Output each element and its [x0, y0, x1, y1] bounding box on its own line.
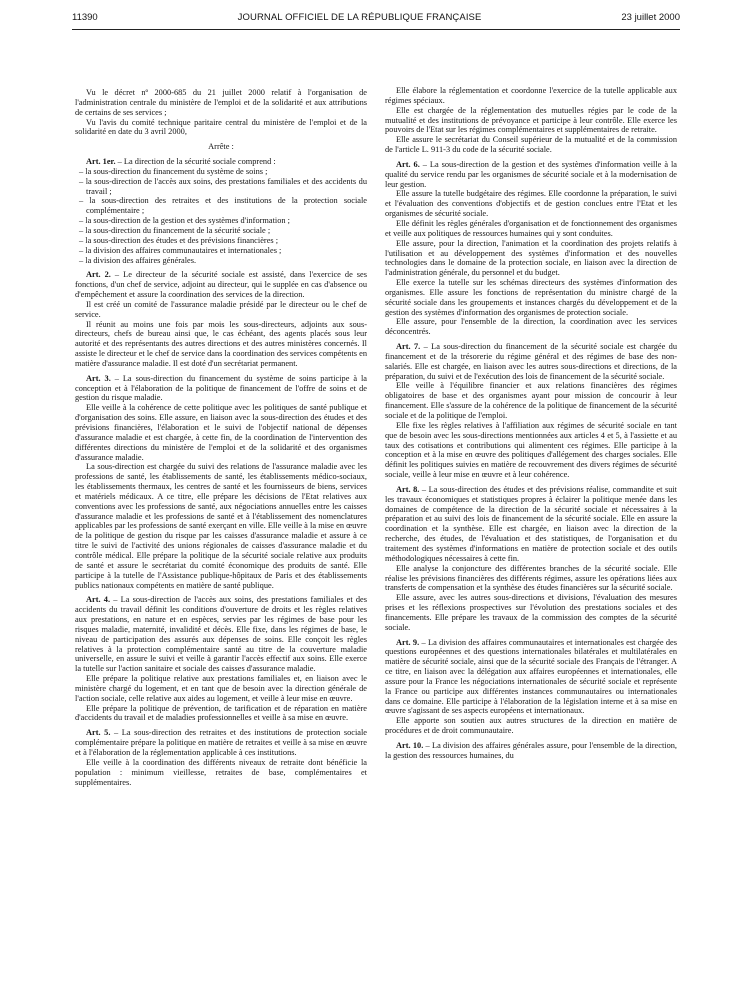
article-text: – La sous-direction des retraites et des institutions de protection sociale complémentaire prépare la politique en matière de retraites et veille à sa mise en œuvre et à l'élaboration de la réglementation applicable à ces institutions.	[75, 728, 367, 757]
paragraph: Il est créé un comité de l'assurance maladie présidé par le directeur ou le chef de service.	[75, 299, 367, 319]
article-5	[75, 728, 367, 758]
article-3	[75, 374, 367, 404]
article-number: Art. 5.	[86, 728, 111, 738]
paragraph: Elle définit les règles générales d'organisation et de fonctionnement des organismes et veille aux politiques de ressources humaines qui y sont conduites.	[385, 218, 677, 238]
article-1-list	[75, 167, 367, 265]
paragraph: Elle assure, avec les autres sous-directions et divisions, l'évaluation des mesures prises et les réflexions prospectives sur l'évolution des prestations sociales et des financements. Elle prépare les travaux de la commission des comptes de la sécurité sociale.	[385, 593, 677, 632]
article-1	[75, 157, 367, 167]
paragraph: Elle exerce la tutelle sur les schémas directeurs des systèmes d'information des organismes. Elle assure les fonctions de représentation du ministre chargé de la sécurité sociale dans les groupements et instances chargés du développement et de la gestion des systèmes d'information des organismes de protection sociale.	[385, 278, 677, 317]
paragraph: Elle prépare la politique relative aux prestations familiales et, en liaison avec le ministère chargé du logement, et en tant que de besoin avec la direction générale de l'action sociale, celle relative aux aides au logement, et veille à leur mise en œuvre.	[75, 674, 367, 703]
paragraph: Vu l'avis du comité technique paritaire central du ministère de l'emploi et de la solidarité en date du 3 avril 2000,	[75, 117, 367, 137]
article-number: Art. 2.	[86, 270, 111, 280]
left-column	[75, 88, 367, 787]
article-number: Art. 4.	[86, 595, 111, 605]
arrete-heading: Arrête :	[208, 142, 234, 152]
article-7	[385, 342, 677, 381]
list-item: – la sous-direction de l'accès aux soins, des prestations familiales et des accidents du travail ;	[75, 177, 367, 197]
paragraph: Elle apporte son soutien aux autres structures de la direction en matière de procédures et de droit communautaire.	[385, 716, 677, 736]
article-number: Art. 6.	[396, 159, 420, 169]
header-rule	[72, 29, 680, 30]
list-item: – la division des affaires générales.	[75, 256, 367, 266]
article-text: – La sous-direction du financement de la sécurité sociale est chargée du financement et de la trésorerie du régime général et des régimes de base des non-salariés. Elle est chargée, en liaison avec les autres sous-directions et directions, de la préparation, du suivi et de l'exécution des lois de financement de la sécurité sociale.	[385, 342, 677, 381]
article-number: Art. 1er.	[86, 157, 116, 167]
page-number: 11390	[72, 12, 98, 23]
article-4	[75, 595, 367, 674]
article-text: – La sous-direction du financement du système de soins participe à la conception et à l'élaboration de la politique de financement de l'offre de soins et de gestion du risque maladie.	[75, 373, 367, 403]
article-text: – La direction de la sécurité sociale comprend :	[115, 157, 276, 167]
article-6	[385, 160, 677, 190]
article-9	[385, 638, 677, 717]
article-8	[385, 485, 677, 564]
paragraph: Vu le décret nº 2000-685 du 21 juillet 2000 relatif à l'organisation de l'administration centrale du ministère de l'emploi et de la solidarité et aux attributions de certains de ses services ;	[75, 88, 367, 117]
paragraph: Elle assure le secrétariat du Conseil supérieur de la mutualité et de la commission de l'article L. 911-3 du code de la sécurité sociale.	[385, 135, 677, 155]
article-number: Art. 8.	[396, 484, 420, 494]
list-item: – la sous-direction du financement de la sécurité sociale ;	[75, 226, 367, 236]
page-header	[72, 12, 680, 26]
article-number: Art. 9.	[396, 637, 420, 647]
list-item: – la sous-direction des retraites et des institutions de la protection sociale complémentaire ;	[75, 196, 367, 216]
article-text: – Le directeur de la sécurité sociale est assisté, dans l'exercice de ses fonctions, d'un chef de service, adjoint au directeur, qui le supplée en cas d'absence ou d'empêchement et assure la coordination des services de la direction.	[75, 270, 368, 300]
article-number: Art. 7.	[396, 342, 421, 352]
list-item: – la division des affaires communautaires et internationales ;	[75, 246, 367, 256]
list-item: – la sous-direction de la gestion et des systèmes d'information ;	[75, 216, 367, 226]
list-item: – la sous-direction du financement du système de soins ;	[75, 167, 367, 177]
paragraph: Elle veille à l'équilibre financier et aux relations financières des régimes obligatoires de base et des organismes ayant pour mission de concourir à leur financement. Elle s'assure de la cohérence de la politique de financement de la sécurité sociale et de la politique de l'emploi.	[385, 381, 677, 420]
paragraph: Elle élabore la réglementation et coordonne l'exercice de la tutelle applicable aux régimes spéciaux.	[385, 86, 677, 105]
article-text: – La sous-direction des études et des prévisions réalise, commandite et suit les travaux économiques et statistiques propres à éclairer la politique menée dans les domaines de compétence de la direction de la sécurité sociale et nécessaires à la préparation et au suivi des lois de financement de la sécurité sociale. Elle en assure la coordination et la synthèse. Elle est chargée, en liaison avec la direction de la recherche, des études, de l'évaluation et des statistiques, de l'organisation et du traitement des systèmes d'informations en matière de protection sociale et des outils méthodologiques nécessaires à cette fin.	[385, 484, 678, 563]
paragraph: Elle fixe les règles relatives à l'affiliation aux régimes de sécurité sociale en tant que de besoin avec les sous-directions mentionnées aux articles 4 et 5, à l'assiette et au taux des cotisations et contributions qui alimentent ces régimes. Elle participe à la conception et à la mise en œuvre des politiques d'allégement des charges sociales. Elle définit les politiques suivies en matière de recouvrement des divers régimes de sécurité sociale, veille à leur mise en œuvre et à leur cohérence.	[385, 420, 677, 480]
article-10	[385, 741, 677, 761]
article-text: – La division des affaires communautaires et internationales est chargée des questions européennes et des questions internationales bilatérales et multilatérales en matière de sécurité sociale, ainsi que de la sécurité sociale des Français de l'étranger. A ce titre, en liaison avec la délégation aux affaires européennes et internationales, elle assure pour la France les négociations internationales de sécurité sociale et représente la France ou participe aux différentes instances communautaires ou internationales dans ce domaine. Elle participe à l'élaboration de la législation interne et à sa mise en œuvre s'agissant de ses aspects européens et internationaux.	[385, 637, 677, 716]
article-text: – La division des affaires générales assure, pour l'ensemble de la direction, la gestion des ressources humaines, du	[385, 741, 678, 760]
paragraph: Elle est chargée de la réglementation des mutuelles régies par le code de la mutualité et des institutions de prévoyance et participe à leur contrôle. Elle exerce les pouvoirs de l'Etat sur les régimes complémentaires et supplémentaires de retraite.	[385, 105, 677, 135]
paragraph: Elle assure, pour l'ensemble de la direction, la coordination avec les services déconcentrés.	[385, 317, 677, 337]
article-2	[75, 270, 367, 300]
paragraph: Elle analyse la conjoncture des différentes branches de la sécurité sociale. Elle réalise les prévisions financières des différents régimes, assure les opérations liées aux transferts de compensation et la synthèse des études financières sur la sécurité sociale.	[385, 563, 677, 593]
article-text: – La sous-direction de la gestion et des systèmes d'information veille à la qualité du service rendu par les organismes de sécurité sociale et à la modernisation de leur gestion.	[385, 159, 677, 189]
journal-title: JOURNAL OFFICIEL DE LA RÉPUBLIQUE FRANÇAISE	[237, 12, 482, 23]
paragraph: Elle veille à la coordination des différents niveaux de retraite dont bénéficie la population : minimum vieillesse, retraites de base, complémentaires et supplémentaires.	[75, 757, 367, 787]
right-column	[385, 86, 677, 761]
paragraph: Il réunit au moins une fois par mois les sous-directeurs, adjoints aux sous-directeurs, chefs de bureau ainsi que, le cas échéant, des agents placés sous leur autorité et des représentants des autres directions et des autres ministères concernés. Il assiste le directeur et le chef de service dans la coordination des services compétents en matière d'assurance maladie. Il est doté d'un secrétariat permanent.	[75, 319, 367, 368]
paragraph: Elle assure, pour la direction, l'animation et la coordination des projets relatifs à l'utilisation et au développement des systèmes d'information et des nouvelles technologies dans le domaine de la protection sociale, en liaison avec la direction de l'administration générale, du personnel et du budget.	[385, 238, 677, 278]
paragraph: Elle prépare la politique de prévention, de tarification et de réparation en matière d'accidents du travail et de maladies professionnelles et veille à sa mise en œuvre.	[75, 703, 367, 723]
article-number: Art. 10.	[396, 741, 424, 750]
paragraph: Elle veille à la cohérence de cette politique avec les politiques de santé publique et d'organisation des soins. Elle assure, en liaison avec la sous-direction des études et des prévisions financières, l'élaboration et le suivi de l'objectif national de dépenses d'assurance maladie et est chargée, à cette fin, de la coordination de l'intervention des différentes directions du ministère de l'emploi et de la solidarité et des organismes d'assurance maladie.	[75, 403, 367, 462]
paragraph: Elle assure la tutelle budgétaire des régimes. Elle coordonne la préparation, le suivi et l'évaluation des conventions d'objectifs et de gestion conclues entre l'Etat et les organismes de sécurité sociale.	[385, 189, 677, 219]
article-text: – La sous-direction de l'accès aux soins, des prestations familiales et des accidents du travail définit les conditions d'ouverture de droits et les règles relatives aux prestations, en nature et en espèces, servies par les régimes de base pour les risques maladie, maternité, invalidité et décès. Elle fixe, dans les régimes de base, le niveau de participation des assurés aux dépenses de soins. Elle conçoit les règles relatives à la protection complémentaire santé au titre de la couverture maladie universelle, en assure le suivi et veille à garantir l'accès effectif aux soins. Elle exerce la tutelle sur l'action sanitaire et sociale des caisses d'assurance maladie.	[75, 595, 367, 674]
publication-date: 23 juillet 2000	[621, 12, 680, 23]
article-number: Art. 3.	[86, 373, 111, 383]
list-item: – la sous-direction des études et des prévisions financières ;	[75, 236, 367, 246]
paragraph: La sous-direction est chargée du suivi des relations de l'assurance maladie avec les professions de santé, les établissements de santé, les établissements médico-sociaux, les établissements thermaux, les centres de santé et les fournisseurs de biens, services et matériels médicaux. A ce titre, elle prépare les décisions de l'Etat relatives aux conventions avec les professions de santé, aux négociations annuelles entre les caisses d'assurance maladie et les professions de santé et à l'établissement des nomenclatures applicables par les professions de santé exerçant en ville. Elle veille à la mise en œuvre de la politique de gestion du risque par les caisses d'assurance maladie et assure à ce titre le suivi de l'activité des unions régionales de caisses d'assurance maladie et du contrôle médical. Elle prépare la politique de la sécurité sociale relative aux produits de santé et assure le secrétariat du comité économique des produits de santé. Elle participe à la tutelle de l'Assistance publique-hôpitaux de Paris et des établissements publics nationaux compétents en matière de santé publique.	[75, 462, 367, 590]
